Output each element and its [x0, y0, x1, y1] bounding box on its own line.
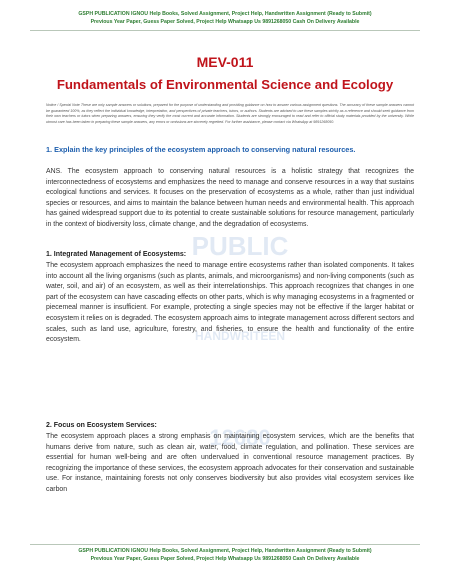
page-footer — [30, 548, 420, 563]
section-heading-1: 1. Integrated Management of Ecosystems: — [46, 251, 187, 258]
page-header — [30, 11, 420, 26]
watermark-text-1: PUBLIC — [191, 231, 289, 261]
section-text-1: The ecosystem approach emphasizes the need to manage entire ecosystems rather than isolated components. It takes into account all the living organisms (such as plants, animals, and microorganisms) and non-living components (such as water, soil, and air) of an ecosystem, as well as their interrelationships. This approach recognizes that changes in one part of the ecosystem can have cascading effects on other parts, which is why managing ecosystems in a fragmented or piecemeal manner is insufficient. For example, protecting a single species may not be effective if the larger habitat or ecosystem it relies on is degraded. The ecosystem approach aims to integrate management across different sectors and scales, such as land use, agriculture, forestry, and fisheries, to ensure the health and functionality of the entire ecosystem. — [46, 262, 414, 344]
disclaimer-note: Notice / Special Note These are only sample answers or solutions, prepared for the purpose of understanding and providing guidance on how to answer various assignment questions. The accuracy of these sample answers cannot be guaranteed 100%, as they reflect the individual knowledge, interpretation, and perspectives of private teachers, tutors, or authors. Students are advised to use these samples strictly as a reference and should seek guidance from their own teachers or tutors when preparing answers, ensuring they verify the most current and accurate information. Students are strongly encouraged to read and refer to official study materials provided by the university. While utmost care has been taken in preparing these sample answers, any errors or omissions are sincerely regretted. For further assistance, please contact via WhatsApp at 9891268050. — [46, 103, 414, 124]
watermark-text-3: 12680 — [209, 425, 271, 450]
section-text-2: The ecosystem approach places a strong emphasis on maintaining ecosystem services, which are the benefits that humans derive from nature, such as clean air, water, food, climate regulation, and pollination. These services are essential for human well-being and are often undervalued in conventional resource management practices. By recognizing the importance of these services, the ecosystem approach advocates for their conservation and sustainable use. For instance, maintaining forests not only conserves biodiversity but also provides vital ecosystem services like carbon — [46, 433, 414, 493]
footer-line-1: GSPH PUBLICATION IGNOU Help Books, Solved Assignment, Project Help, Handwritten Assignment (Ready to Submit) — [78, 548, 372, 554]
header-divider — [30, 30, 420, 31]
question-heading: 1. Explain the key principles of the ecosystem approach to conserving natural resources. — [46, 145, 356, 154]
watermark-text-2: HANDWRITEEN — [195, 329, 285, 343]
header-line-2: Previous Year Paper, Guess Paper Solved, Project Help Whatsapp Us 9891268050 Cash On Delivery Available — [90, 18, 360, 25]
course-code: MEV-011 — [196, 54, 254, 70]
footer-line-2: Previous Year Paper, Guess Paper Solved, Project Help Whatsapp Us 9891268050 Cash On Delivery Available — [90, 555, 360, 562]
answer-intro: ANS. The ecosystem approach to conserving natural resources is a holistic strategy that recognizes the interconnectedness of ecosystems and emphasizes the need to manage and conserve resources in a way that sustains ecological functions and services. It focuses on the preservation of ecosystems as a whole, rather than just individual species or resources, and aims to maintain the balance between human needs and environmental health. This approach has gained widespread support due to its potential to create sustainable solutions for resource management, particularly in the context of biodiversity loss, climate change, and the degradation of ecosystems. — [46, 168, 414, 228]
section-heading-2: 2. Focus on Ecosystem Services: — [46, 422, 157, 429]
page-title: Fundamentals of Environmental Science and Ecology — [56, 77, 394, 92]
header-line-1: GSPH PUBLICATION IGNOU Help Books, Solved Assignment, Project Help, Handwritten Assignment (Ready to Submit) — [78, 11, 372, 17]
footer-divider — [30, 544, 420, 545]
